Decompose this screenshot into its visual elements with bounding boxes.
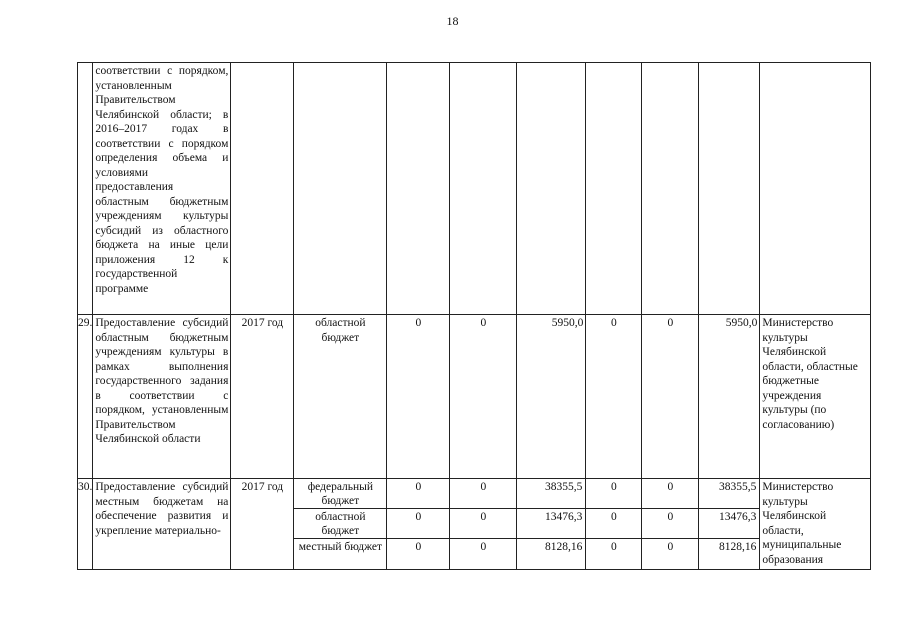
- program-activities-table: [77, 62, 871, 570]
- value: 0: [586, 509, 641, 539]
- value: 0: [480, 541, 487, 553]
- value: 0: [387, 509, 449, 539]
- value-cell: [517, 479, 586, 570]
- value: 0: [415, 541, 422, 553]
- value-cell: 0: [387, 315, 450, 479]
- value-cell: [387, 479, 450, 570]
- total-value: 38355,5: [699, 479, 759, 509]
- value: 13476,3: [517, 509, 585, 539]
- total-cell: 5950,0: [699, 315, 760, 479]
- funding-source-cell: областной бюджет: [294, 315, 387, 479]
- description-cell: соответствии с порядком, установленным Правительством Челябинской области; в 2016–2017 годах в соответствии с порядком определения объема и условиями предоставления областным бюджетным учреждениям культуры субсидий из областного бюджета на иные цели приложения 12 к государственной программе: [93, 63, 231, 315]
- value-cell: [642, 479, 699, 570]
- value-cell: [586, 479, 642, 570]
- value: 0: [642, 509, 698, 539]
- value: 38355,5: [517, 479, 585, 509]
- total-value: 8128,16: [719, 541, 757, 553]
- value: 0: [450, 509, 516, 539]
- funding-source-local: местный бюджет: [298, 541, 383, 553]
- total-cell: [699, 479, 760, 570]
- value-cell: 0: [586, 315, 642, 479]
- value: 0: [450, 479, 516, 509]
- value: 0: [387, 479, 449, 509]
- row-index: 30.: [78, 479, 93, 570]
- funding-source-federal: федеральный бюджет: [294, 479, 386, 509]
- table-row-29: [78, 315, 871, 479]
- year-cell: 2017 год: [231, 479, 294, 570]
- index-cell: [78, 63, 93, 315]
- value: 0: [642, 479, 698, 509]
- row-index: 29.: [78, 315, 93, 479]
- total-value: 13476,3: [699, 509, 759, 539]
- page-number: 18: [446, 14, 459, 28]
- year-cell: 2017 год: [231, 315, 294, 479]
- value-cell: 0: [642, 315, 699, 479]
- executor-cell: Министерство культуры Челябинской области, муниципальные образования: [760, 479, 871, 570]
- value-cell: [450, 479, 517, 570]
- value: 0: [667, 541, 674, 553]
- value: 0: [611, 541, 617, 553]
- description-cell: Предоставление субсидий областным бюджетным учреждениям культуры в рамках выполнения государственного задания в соответствии с порядком, установленным Правительством Челябинской области: [93, 315, 231, 479]
- table-row-continued: [78, 63, 871, 315]
- funding-source-cell: [294, 479, 387, 570]
- funding-source-regional: областной бюджет: [294, 509, 386, 539]
- table-row-30: [78, 479, 871, 570]
- value-cell: 5950,0: [517, 315, 586, 479]
- value: 8128,16: [545, 541, 583, 553]
- description-cell: Предоставление субсидий местным бюджетам на обеспечение развития и укрепление материально-: [93, 479, 231, 570]
- value-cell: 0: [450, 315, 517, 479]
- value: 0: [586, 479, 641, 509]
- executor-cell: Министерство культуры Челябинской области, областные бюджетные учреждения культуры (по согласованию): [760, 315, 871, 479]
